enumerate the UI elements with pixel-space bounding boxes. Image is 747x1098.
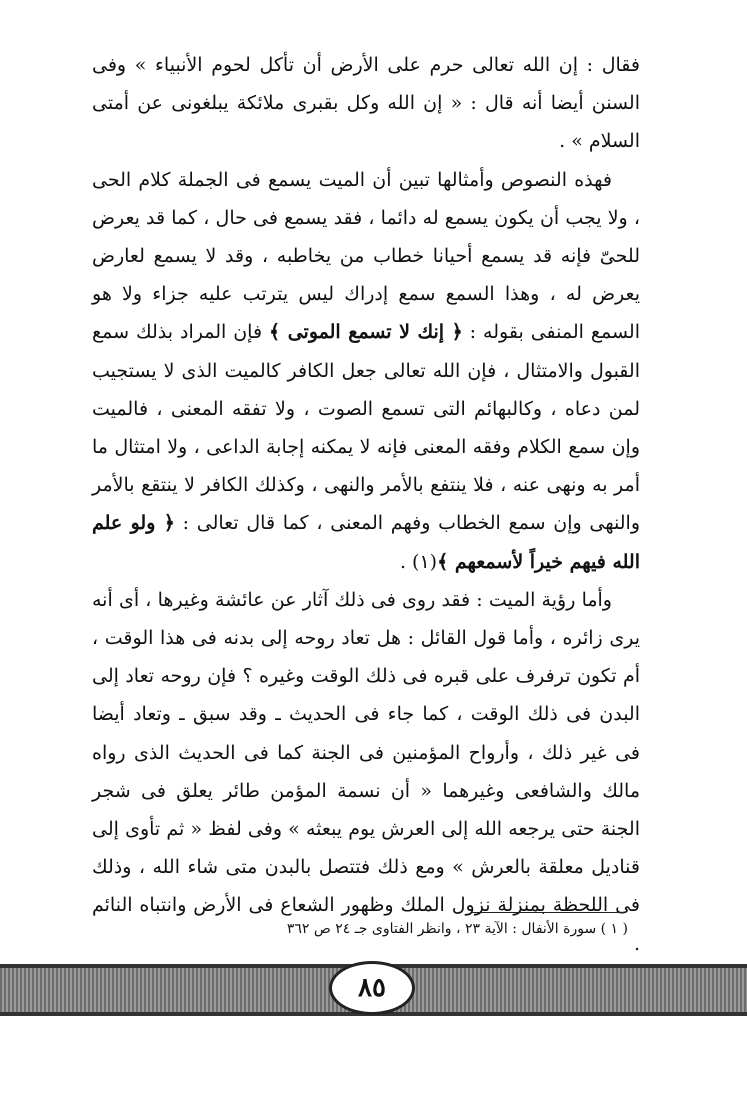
footnote-separator <box>472 912 626 913</box>
paragraph-3-text: وأما رؤية الميت : فقد روى فى ذلك آثار عن عائشة وغيرها ، أى أنه يرى زائره ، وأما قول القائل : هل تعاد روحه إلى بدنه فى هذا الوقت ، أم تكون ترفرف على قبره فى ذلك الوقت وغيره ؟ فإن روحه تعاد إلى البدن فى ذلك الوقت ، كما جاء فى الحديث ـ وقد سبق ـ وتعاد أيضا فى غير ذلك ، وأرواح المؤمنين فى الجنة كما فى الحديث الذى رواه مالك والشافعى وغيرهما « أن نسمة المؤمن طائر يعلق فى شجر الجنة حتى يرجعه الله إلى العرش يوم يبعثه » وفى لفظ « ثم تأوى إلى قناديل معلقة بالعرش » ومع ذلك فتتصل بالبدن متى شاء الله ، وذلك فى اللحظة بمنزلة نزول الملك وظهور الشعاع فى الأرض وانتباه النائم . <box>92 588 640 955</box>
paragraph-2-text-a: فهذه النصوص وأمثالها تبين أن الميت يسمع فى الجملة كلام الحى ، ولا يجب أن يكون يسمع له دائما ، فقد يسمع فى حال ، كما قد يعرض للحىّ فإنه قد يسمع أحيانا خطاب من يخاطبه ، وقد لا يسمع لعارض يعرض له ، وهذا السمع سمع إدراك ليس يترتب عليه جزاء ولا هو السمع المنفى بقوله : <box>92 168 640 344</box>
footnote-reference: (١) . <box>399 550 438 573</box>
paragraph-2-text-b: فإن المراد بذلك سمع القبول والامتثال ، فإن الله تعالى جعل الكافر كالميت الذى لا يستجيب لمن دعاه ، وكالبهائم التى تسمع الصوت ، ولا تفقه المعنى ، فالميت وإن سمع الكلام وفقه المعنى فإنه لا يمكنه إجابة الداعى ، ولا امتثال ما أمر به ونهى عنه ، فلا ينتفع بالأمر والنهى ، وكذلك الكافر لا ينتقع بالأمر والنهى وإن سمع الخطاب وفهم المعنى ، كما قال تعالى : <box>92 321 641 535</box>
quran-quote-1: ﴿ إنك لا تسمع الموتى ﴾ <box>269 321 463 344</box>
paragraph-3 <box>92 581 640 963</box>
body-text <box>92 46 640 963</box>
paragraph-1-text: فقال : إن الله تعالى حرم على الأرض أن تأكل لحوم الأنبياء » وفى السنن أيضا أنه قال : « إن الله وكل بقبرى ملائكة يبلغونى عن أمتى السلام » . <box>92 54 640 153</box>
page-number: ٨٥ <box>329 961 415 1015</box>
paragraph-1 <box>92 46 640 161</box>
quran-quote-2: ﴿ ولو علم الله فيهم خيراً لأسمعهم ﴾ <box>92 512 640 573</box>
paragraph-2 <box>92 161 640 581</box>
footnote: ( ١ ) سورة الأنفال : الآية ٢٣ ، وانظر الفتاوى جـ ٢٤ ص ٣٦٢ <box>286 921 628 937</box>
